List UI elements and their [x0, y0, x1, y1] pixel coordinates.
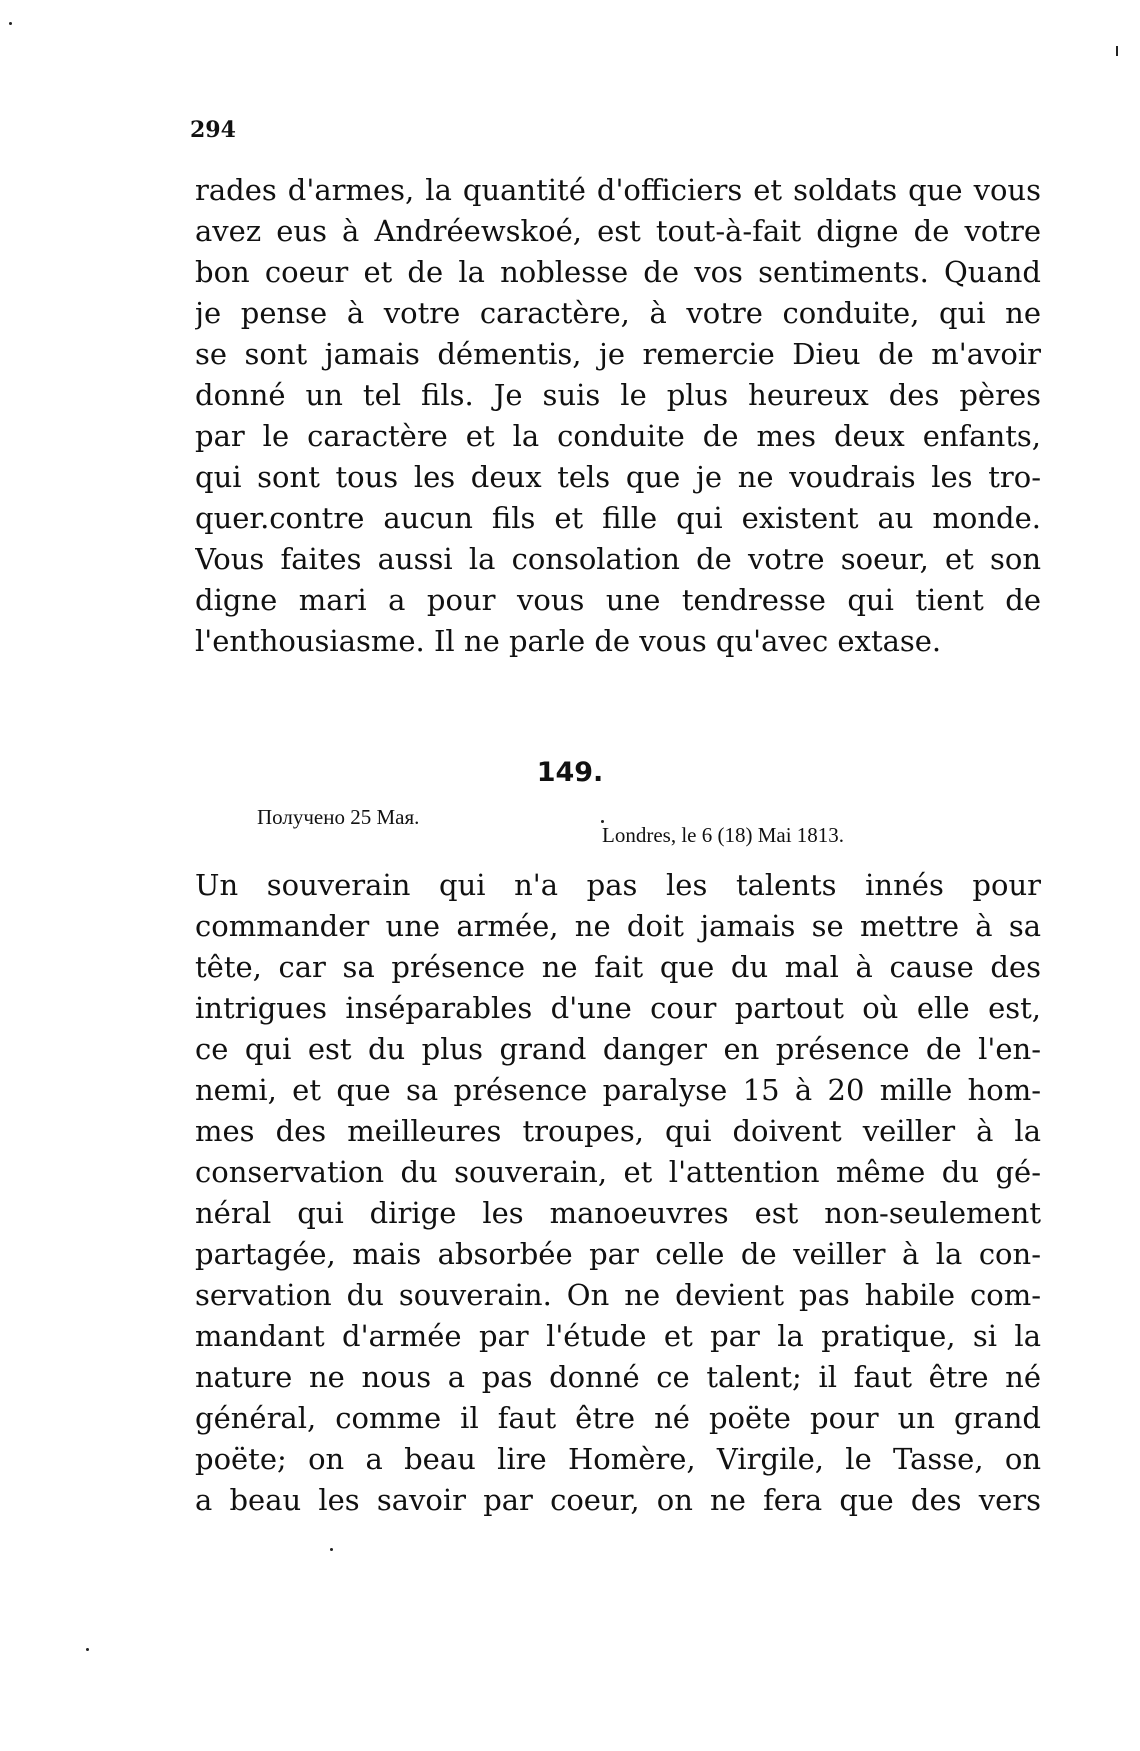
- text-line: mes des meilleures troupes, qui doivent veiller à la: [195, 1114, 1041, 1148]
- scan-speck: [9, 22, 12, 25]
- text-line: quer.contre aucun fils et fille qui existent au monde.: [195, 501, 1041, 535]
- text-line: conservation du souverain, et l'attention même du gé-: [195, 1155, 1041, 1189]
- text-line: tête, car sa présence ne fait que du mal à cause des: [195, 950, 1041, 984]
- text-line: commander une armée, ne doit jamais se mettre à sa: [195, 909, 1041, 943]
- text-line: partagée, mais absorbée par celle de veiller à la con-: [195, 1237, 1041, 1271]
- text-line: digne mari a pour vous une tendresse qui tient de: [195, 583, 1041, 617]
- letter-number: 149.: [536, 757, 604, 788]
- text-line: nature ne nous a pas donné ce talent; il faut être né: [195, 1360, 1041, 1394]
- scan-speck: [330, 1548, 333, 1551]
- text-line: se sont jamais démentis, je remercie Dieu de m'avoir: [195, 337, 1041, 371]
- text-line: général, comme il faut être né poëte pour un grand: [195, 1401, 1041, 1435]
- text-line: mandant d'armée par l'étude et par la pratique, si la: [195, 1319, 1041, 1353]
- text-line: je pense à votre caractère, à votre conduite, qui ne: [195, 296, 1041, 330]
- text-line: bon coeur et de la noblesse de vos sentiments. Quand: [195, 255, 1041, 289]
- text-line: donné un tel fils. Je suis le plus heureux des pères: [195, 378, 1041, 412]
- received-note: Получено 25 Мая.: [257, 805, 420, 829]
- text-line: Un souverain qui n'a pas les talents innés pour: [195, 868, 1041, 902]
- text-line: ce qui est du plus grand danger en présence de l'en-: [195, 1032, 1041, 1066]
- text-line: par le caractère et la conduite de mes deux enfants,: [195, 419, 1041, 453]
- text-line: servation du souverain. On ne devient pas habile com-: [195, 1278, 1041, 1312]
- text-line: nemi, et que sa présence paralyse 15 à 20 mille hom-: [195, 1073, 1041, 1107]
- text-line: a beau les savoir par coeur, on ne fera que des vers: [195, 1483, 1041, 1517]
- letter-dateline: Londres, le 6 (18) Mai 1813.: [602, 823, 845, 847]
- text-line: rades d'armes, la quantité d'officiers et soldats que vous: [195, 173, 1041, 207]
- text-line: l'enthousiasme. Il ne parle de vous qu'avec extase.: [195, 624, 942, 658]
- paragraph-continued: [195, 170, 1041, 662]
- text-line: Vous faites aussi la consolation de votre soeur, et son: [195, 542, 1041, 576]
- scan-speck: [86, 1648, 89, 1651]
- page-number: 294: [190, 117, 236, 143]
- text-line: intrigues inséparables d'une cour partout où elle est,: [195, 991, 1041, 1025]
- scan-speck: [601, 820, 604, 823]
- text-line: poëte; on a beau lire Homère, Virgile, le Tasse, on: [195, 1442, 1041, 1476]
- text-line: avez eus à Andréewskoé, est tout-à-fait digne de votre: [195, 214, 1041, 248]
- scan-speck: [1116, 46, 1118, 56]
- text-line: néral qui dirige les manoeuvres est non-seulement: [195, 1196, 1041, 1230]
- letter-body: [195, 865, 1041, 1521]
- text-line: qui sont tous les deux tels que je ne voudrais les tro-: [195, 460, 1041, 494]
